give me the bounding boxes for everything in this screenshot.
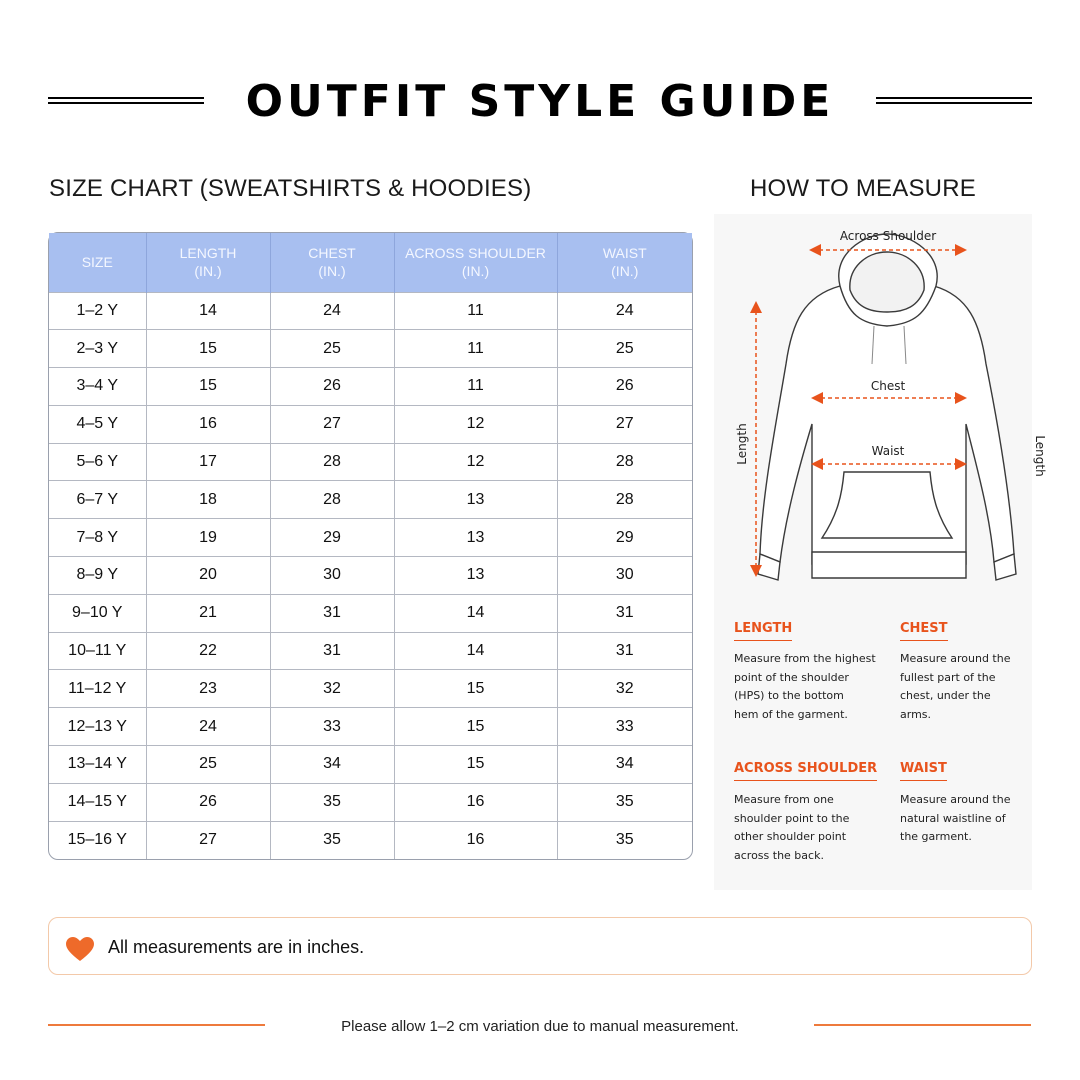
length-label-right: Length [1033, 435, 1047, 477]
table-cell: 29 [270, 519, 394, 557]
note-box [48, 917, 1032, 975]
table-cell: 35 [557, 821, 692, 859]
page-title: OUTFIT STYLE GUIDE [245, 76, 835, 127]
table-cell: 13 [394, 519, 557, 557]
footer-text: Please allow 1–2 cm variation due to manual measurement. [341, 1018, 739, 1035]
table-cell: 11 [394, 368, 557, 406]
table-cell: 14 [394, 632, 557, 670]
table-cell: 24 [270, 292, 394, 330]
table-cell: 30 [270, 557, 394, 595]
table-cell: 14–15 Y [49, 783, 146, 821]
table-cell: 13 [394, 481, 557, 519]
table-row [49, 405, 692, 443]
table-cell: 26 [270, 368, 394, 406]
table-cell: 27 [557, 405, 692, 443]
table-cell: 3–4 Y [49, 368, 146, 406]
table-cell: 17 [146, 443, 270, 481]
table-cell: 31 [557, 632, 692, 670]
table-cell: 15–16 Y [49, 821, 146, 859]
title-divider-right [876, 97, 1032, 104]
table-row [49, 481, 692, 519]
chest-label: Chest [870, 379, 906, 393]
across-shoulder-label: Across Shoulder [839, 229, 937, 243]
table-row [49, 746, 692, 784]
length-heading: LENGTH [734, 621, 792, 641]
table-cell: 27 [270, 405, 394, 443]
table-cell: 16 [394, 783, 557, 821]
table-row [49, 670, 692, 708]
chest-heading: CHEST [900, 621, 948, 641]
table-cell: 32 [270, 670, 394, 708]
table-row [49, 708, 692, 746]
chest-description: Measure around the fullest part of the chest, under the arms. [900, 652, 1011, 721]
table-cell: 13 [394, 557, 557, 595]
table-cell: 2–3 Y [49, 330, 146, 368]
table-cell: 35 [270, 783, 394, 821]
table-cell: 19 [146, 519, 270, 557]
table-cell: 26 [146, 783, 270, 821]
table-cell: 9–10 Y [49, 594, 146, 632]
table-cell: 16 [146, 405, 270, 443]
across-shoulder-description: Measure from one shoulder point to the other shoulder point across the back. [734, 793, 850, 862]
table-row [49, 330, 692, 368]
table-cell: 14 [146, 292, 270, 330]
column-header-length: LENGTH (IN.) [146, 233, 270, 292]
size-chart-table [48, 232, 693, 860]
column-header-size: SIZE [49, 233, 146, 292]
heart-icon [65, 936, 95, 962]
table-cell: 32 [557, 670, 692, 708]
table-body [49, 292, 692, 859]
table-cell: 35 [557, 783, 692, 821]
table-row [49, 443, 692, 481]
table-cell: 28 [270, 443, 394, 481]
table-row [49, 368, 692, 406]
table-cell: 31 [557, 594, 692, 632]
table-cell: 20 [146, 557, 270, 595]
table-cell: 8–9 Y [49, 557, 146, 595]
table-cell: 12–13 Y [49, 708, 146, 746]
waist-label: Waist [871, 444, 905, 458]
size-chart-heading: SIZE CHART (SWEATSHIRTS & HOODIES) [49, 175, 532, 202]
table-cell: 28 [557, 481, 692, 519]
table-cell: 27 [146, 821, 270, 859]
table-cell: 15 [394, 746, 557, 784]
table-cell: 28 [557, 443, 692, 481]
table-row [49, 632, 692, 670]
table-cell: 25 [146, 746, 270, 784]
table-row [49, 594, 692, 632]
table-cell: 35 [270, 821, 394, 859]
table-cell: 10–11 Y [49, 632, 146, 670]
waist-heading: WAIST [900, 761, 947, 781]
table-row [49, 783, 692, 821]
table-cell: 24 [146, 708, 270, 746]
table-cell: 15 [394, 670, 557, 708]
table-row [49, 292, 692, 330]
table-cell: 5–6 Y [49, 443, 146, 481]
table-cell: 15 [146, 330, 270, 368]
table-cell: 14 [394, 594, 557, 632]
column-header-across-shoulder: ACROSS SHOULDER (IN.) [394, 233, 557, 292]
table-cell: 1–2 Y [49, 292, 146, 330]
table-cell: 25 [557, 330, 692, 368]
how-to-measure-heading: HOW TO MEASURE [750, 175, 976, 202]
table-cell: 11 [394, 330, 557, 368]
note-text: All measurements are in inches. [108, 937, 365, 957]
table-row [49, 519, 692, 557]
column-header-chest: CHEST (IN.) [270, 233, 394, 292]
table-cell: 7–8 Y [49, 519, 146, 557]
table-cell: 15 [146, 368, 270, 406]
table-cell: 22 [146, 632, 270, 670]
waist-description: Measure around the natural waistline of the garment. [900, 793, 1011, 843]
table-cell: 33 [557, 708, 692, 746]
table-cell: 30 [557, 557, 692, 595]
table-cell: 4–5 Y [49, 405, 146, 443]
length-description: Measure from the highest point of the shoulder (HPS) to the bottom hem of the garment. [734, 652, 876, 721]
table-cell: 11 [394, 292, 557, 330]
length-label-left: Length [735, 423, 749, 465]
table-cell: 13–14 Y [49, 746, 146, 784]
table-cell: 24 [557, 292, 692, 330]
table-cell: 29 [557, 519, 692, 557]
table-cell: 21 [146, 594, 270, 632]
table-cell: 33 [270, 708, 394, 746]
table-cell: 12 [394, 443, 557, 481]
hoodie-outline [758, 234, 1016, 580]
how-to-measure-panel [714, 214, 1047, 890]
table-cell: 28 [270, 481, 394, 519]
table-row [49, 557, 692, 595]
table-cell: 31 [270, 594, 394, 632]
table-cell: 23 [146, 670, 270, 708]
table-cell: 34 [557, 746, 692, 784]
page-header [48, 76, 1032, 128]
table-row [49, 821, 692, 859]
table-cell: 18 [146, 481, 270, 519]
table-cell: 26 [557, 368, 692, 406]
table-cell: 15 [394, 708, 557, 746]
column-header-waist: WAIST (IN.) [602, 245, 647, 280]
footer-divider-right [814, 1024, 1031, 1026]
table-cell: 34 [270, 746, 394, 784]
table-cell: 11–12 Y [49, 670, 146, 708]
table-header-row [49, 233, 692, 292]
table-cell: 6–7 Y [49, 481, 146, 519]
hoodie-diagram [714, 214, 1047, 594]
table-cell: 12 [394, 405, 557, 443]
table-cell: 16 [394, 821, 557, 859]
across-shoulder-heading: ACROSS SHOULDER [734, 761, 877, 781]
table-cell: 31 [270, 632, 394, 670]
table-cell: 25 [270, 330, 394, 368]
